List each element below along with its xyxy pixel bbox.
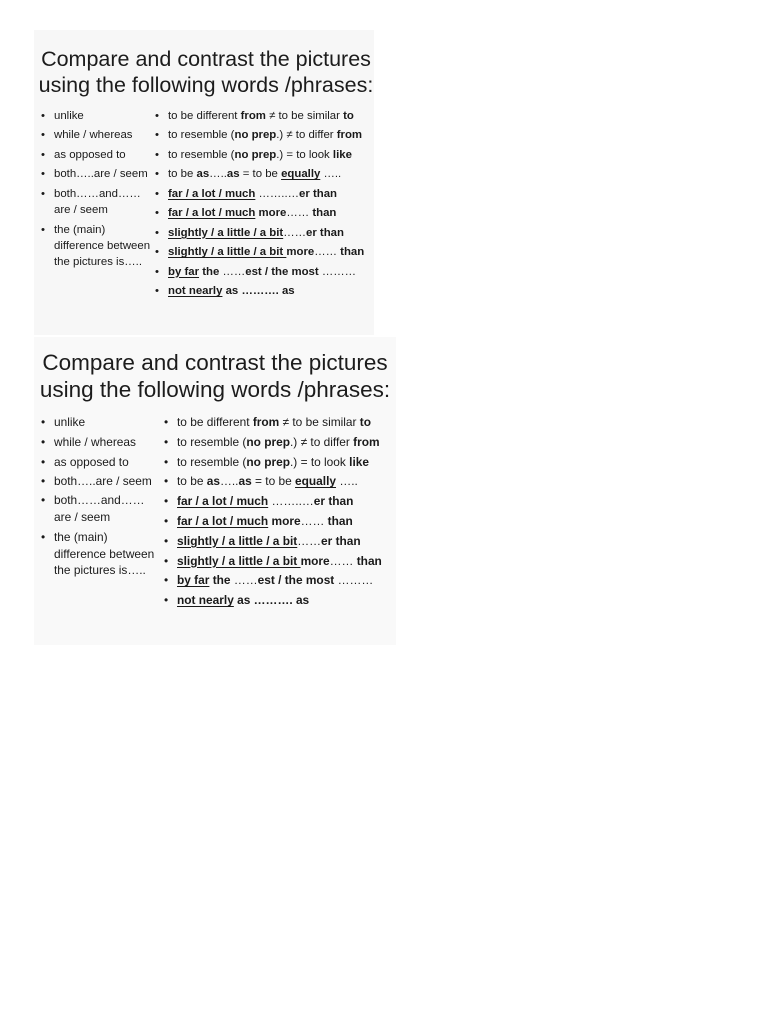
phrase-keyword: more <box>255 207 287 220</box>
bullet-icon: • <box>155 187 159 200</box>
phrase-text: = to be <box>251 474 296 489</box>
bullet-icon: • <box>155 110 159 122</box>
phrase-text: …… <box>300 513 325 528</box>
phrase-keyword: ………. <box>250 593 293 608</box>
phrase-keyword: er than <box>305 226 344 239</box>
bullet-icon: • <box>164 434 169 449</box>
phrase-keyword: as <box>196 168 210 181</box>
title-line-2: using the following words /phrases: <box>38 73 374 97</box>
bullet-icon: • <box>41 110 45 122</box>
list-item <box>155 225 364 244</box>
phrase-text: …… <box>286 207 310 220</box>
phrase-main-difference-cont: difference between <box>54 546 155 561</box>
bullet-icon: • <box>155 265 159 278</box>
phrase-keyword: far / a lot / much <box>177 513 269 528</box>
phrase-keyword: not nearly <box>168 284 223 297</box>
phrase-both-and-cont: are / seem <box>54 203 108 216</box>
list-item <box>41 222 164 270</box>
list-item <box>41 472 174 492</box>
phrase-text: .) = to look <box>276 148 333 161</box>
list-item <box>164 532 382 552</box>
phrase-text: …… <box>329 553 354 568</box>
bullet-icon: • <box>164 593 169 608</box>
list-item <box>41 127 164 146</box>
phrase-text: …… <box>230 573 258 588</box>
phrase-main-difference-cont: difference between <box>54 239 151 252</box>
bullet-icon: • <box>155 207 159 220</box>
phrase-text: to be <box>177 474 207 489</box>
phrase-keyword: er than <box>313 494 354 509</box>
bullet-icon: • <box>164 553 169 568</box>
list-item <box>155 264 364 283</box>
phrase-text: ….. <box>219 474 239 489</box>
phrase-keyword: than <box>337 246 365 259</box>
phrase-keyword: like <box>349 454 369 469</box>
phrase-keyword: far / a lot / much <box>177 494 269 509</box>
bullet-icon: • <box>41 129 45 142</box>
bullet-icon: • <box>41 223 45 236</box>
phrase-text: .) ≠ to differ <box>290 434 354 449</box>
phrase-keyword: the <box>209 573 231 588</box>
phrase-text: ……..… <box>268 494 314 509</box>
phrase-keyword: from <box>336 129 363 142</box>
phrase-keyword: than <box>309 207 337 220</box>
bullet-icon: • <box>164 454 169 469</box>
list-item <box>41 108 164 127</box>
phrase-text: …… <box>314 246 337 259</box>
bullet-icon: • <box>164 494 169 509</box>
phrase-keyword: from <box>240 110 266 122</box>
phrase-unlike: unlike <box>54 415 86 429</box>
phrase-keyword: by far <box>177 573 210 588</box>
phrase-keyword: no prep <box>234 129 277 142</box>
list-item <box>164 552 382 572</box>
bullet-icon: • <box>155 284 159 297</box>
bullet-icon: • <box>41 415 46 429</box>
phrase-keyword: from <box>252 415 280 429</box>
phrase-text: ….. <box>336 474 358 489</box>
bullet-icon: • <box>155 246 159 259</box>
phrase-text: to resemble ( <box>177 434 247 449</box>
bullet-icon: • <box>164 474 169 489</box>
bullet-icon: • <box>41 530 46 545</box>
list-item <box>155 205 364 224</box>
left-phrase-list <box>41 108 164 274</box>
phrase-text: = to be <box>239 168 282 181</box>
list-item <box>164 492 382 512</box>
list-item <box>155 127 364 146</box>
phrase-keyword: the <box>199 265 220 278</box>
phrase-unlike: unlike <box>54 110 84 122</box>
phrase-keyword: no prep <box>234 148 277 161</box>
right-phrase-list <box>155 108 364 302</box>
bullet-icon: • <box>164 415 169 429</box>
phrase-keyword: more <box>286 246 315 259</box>
bullet-icon: • <box>164 533 169 548</box>
list-item <box>164 413 382 433</box>
list-item <box>41 529 174 579</box>
phrase-keyword: to <box>359 415 372 429</box>
list-item <box>41 147 164 166</box>
phrase-keyword: est / the most <box>245 265 319 278</box>
list-item <box>41 413 174 433</box>
phrase-keyword: as <box>206 474 220 489</box>
phrase-text: .) = to look <box>290 454 350 469</box>
phrase-keyword: more <box>300 553 330 568</box>
phrase-keyword: as <box>233 593 251 608</box>
phrase-keyword: not nearly <box>177 593 234 608</box>
phrase-keyword: equally <box>295 474 337 489</box>
title-line-1: Compare and contrast the pictures <box>42 350 388 375</box>
bullet-icon: • <box>155 129 159 142</box>
phrase-keyword: as <box>292 593 310 608</box>
phrase-text: to be <box>168 168 197 181</box>
phrase-text: …… <box>219 265 246 278</box>
phrase-keyword: like <box>332 148 352 161</box>
phrase-keyword: slightly / a little / a bit <box>168 246 287 259</box>
list-item <box>155 166 364 185</box>
card-title <box>34 46 378 98</box>
phrase-text: ≠ to be similar <box>265 110 344 122</box>
list-item <box>41 433 174 453</box>
list-item <box>164 433 382 453</box>
phrase-keyword: as <box>238 474 252 489</box>
phrase-text: ….. <box>320 168 342 181</box>
phrase-keyword: no prep <box>246 454 290 469</box>
phrase-keyword: est / the most <box>257 573 335 588</box>
phrase-card-1 <box>34 30 374 335</box>
phrase-main-difference: the (main) <box>54 530 108 545</box>
phrase-both-and: both……and…… <box>54 187 141 200</box>
list-item <box>155 244 364 263</box>
list-item <box>155 186 364 205</box>
list-item <box>164 571 382 591</box>
list-item <box>164 512 382 532</box>
phrase-text: to resemble ( <box>168 129 235 142</box>
phrase-keyword: er than <box>299 187 337 200</box>
phrase-main-difference: the (main) <box>54 223 106 236</box>
bullet-icon: • <box>155 168 159 181</box>
list-item <box>164 591 382 611</box>
phrase-keyword: far / a lot / much <box>168 207 256 220</box>
phrase-text: to be different <box>177 415 253 429</box>
bullet-icon: • <box>41 148 45 161</box>
list-item <box>164 453 382 473</box>
list-item <box>155 147 364 166</box>
bullet-icon: • <box>41 168 45 181</box>
phrase-keyword: ………. <box>238 284 279 297</box>
phrase-text: to resemble ( <box>168 148 235 161</box>
phrase-text: to be different <box>168 110 241 122</box>
card-title <box>34 349 396 403</box>
phrase-text: ……..… <box>255 187 300 200</box>
phrase-both-are-seem: both…..are / seem <box>54 168 148 181</box>
phrase-keyword: slightly / a little / a bit <box>168 226 284 239</box>
bullet-icon: • <box>41 493 46 508</box>
left-phrase-list <box>41 413 174 583</box>
phrase-keyword: no prep <box>246 434 290 449</box>
bullet-icon: • <box>41 434 46 449</box>
right-phrase-list <box>164 413 382 611</box>
phrase-keyword: er than <box>321 533 361 548</box>
phrase-keyword: as <box>222 284 239 297</box>
phrase-both-and: both……and…… <box>54 493 145 508</box>
list-item <box>41 186 154 218</box>
phrase-text: to resemble ( <box>177 454 247 469</box>
bullet-icon: • <box>41 474 46 489</box>
phrase-keyword: equally <box>281 168 321 181</box>
bullet-icon: • <box>164 573 169 588</box>
phrase-both-are-seem: both…..are / seem <box>54 474 152 489</box>
phrase-both-and-cont: are / seem <box>54 509 111 524</box>
phrase-while-whereas: while / whereas <box>54 434 136 449</box>
phrase-card-2 <box>34 337 396 645</box>
bullet-icon: • <box>164 513 169 528</box>
list-item <box>41 453 174 473</box>
phrase-main-difference-end: the pictures is….. <box>54 255 142 268</box>
title-line-2: using the following words /phrases: <box>39 377 391 402</box>
phrase-keyword: than <box>324 513 353 528</box>
list-item <box>164 472 382 492</box>
phrase-text: ……… <box>334 573 374 588</box>
phrase-keyword: more <box>268 513 301 528</box>
phrase-keyword: as <box>226 168 240 181</box>
phrase-keyword: to <box>343 110 354 122</box>
phrase-text: ….. <box>209 168 227 181</box>
phrase-text: …… <box>297 533 322 548</box>
phrase-main-difference-end: the pictures is….. <box>54 563 146 578</box>
phrase-keyword: than <box>353 553 382 568</box>
title-line-1: Compare and contrast the pictures <box>41 47 371 71</box>
list-item <box>41 166 164 185</box>
phrase-keyword: from <box>353 434 380 449</box>
phrase-keyword: slightly / a little / a bit <box>177 553 301 568</box>
phrase-as-opposed-to: as opposed to <box>54 148 126 161</box>
phrase-keyword: as <box>278 284 295 297</box>
list-item <box>155 108 364 127</box>
phrase-text: ……… <box>318 265 357 278</box>
phrase-while-whereas: while / whereas <box>54 129 133 142</box>
bullet-icon: • <box>155 226 159 239</box>
phrase-keyword: by far <box>168 265 200 278</box>
phrase-keyword: far / a lot / much <box>168 187 256 200</box>
phrase-keyword: slightly / a little / a bit <box>177 533 298 548</box>
bullet-icon: • <box>41 187 45 200</box>
list-item <box>41 492 164 525</box>
bullet-icon: • <box>155 148 159 161</box>
phrase-text: .) ≠ to differ <box>276 129 337 142</box>
phrase-text: ≠ to be similar <box>279 415 360 429</box>
list-item <box>155 283 364 302</box>
phrase-text: …… <box>283 226 306 239</box>
phrase-as-opposed-to: as opposed to <box>54 454 129 469</box>
bullet-icon: • <box>41 454 46 469</box>
